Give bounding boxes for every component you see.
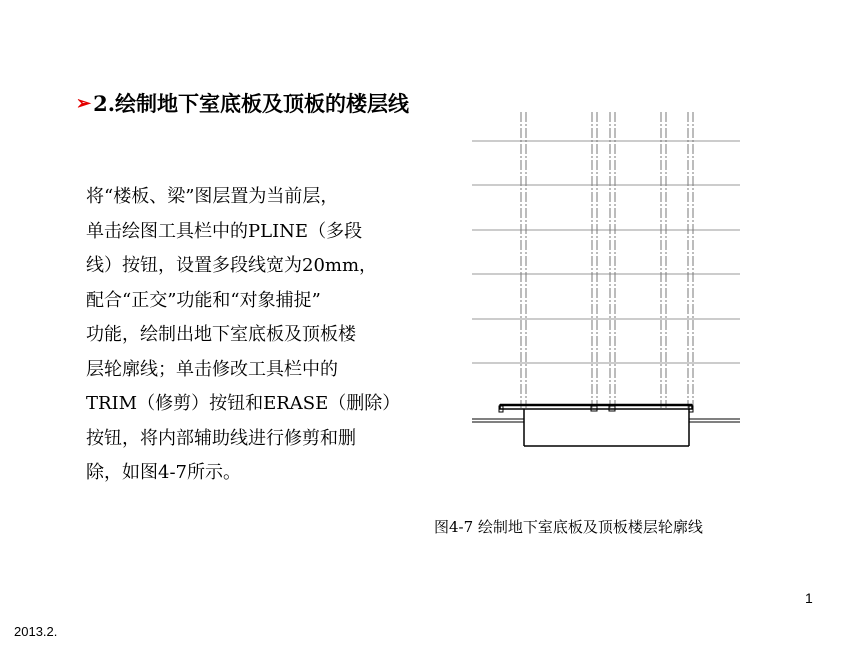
cad-floor-line-drawing	[470, 108, 742, 453]
body-line: 层轮廓线；单击修改工具栏中的	[86, 358, 338, 380]
body-line: 按钮，将内部辅助线进行修剪和删	[86, 427, 356, 449]
floor-outline	[472, 405, 740, 446]
slide-title-text: 2.绘制地下室底板及顶板的楼层线	[93, 91, 410, 116]
vertical-axis-lines	[521, 112, 693, 408]
body-line: 将“楼板、梁”图层置为当前层，	[86, 186, 339, 207]
body-line: 除，如图4-7所示。	[86, 462, 241, 483]
footer-date: 2013.2.	[14, 624, 58, 639]
slide-title	[76, 88, 409, 118]
body-line: TRIM（修剪）按钮和ERASE（删除）	[86, 393, 401, 414]
horizontal-grid-lines	[472, 141, 740, 363]
body-line: 线）按钮，设置多段线宽为20mm，	[86, 255, 378, 276]
body-line: 功能，绘制出地下室底板及顶板楼	[86, 324, 356, 345]
figure-caption: 图4-7 绘制地下室底板及顶板楼层轮廓线	[434, 518, 703, 536]
body-paragraph	[86, 180, 426, 491]
body-line: 单击绘图工具栏中的PLINE（多段	[86, 220, 363, 242]
body-line: 配合“正交”功能和“对象捕捉”	[86, 289, 321, 311]
arrow-bullet-icon: ➢	[76, 92, 92, 114]
page-number: 1	[805, 590, 813, 606]
